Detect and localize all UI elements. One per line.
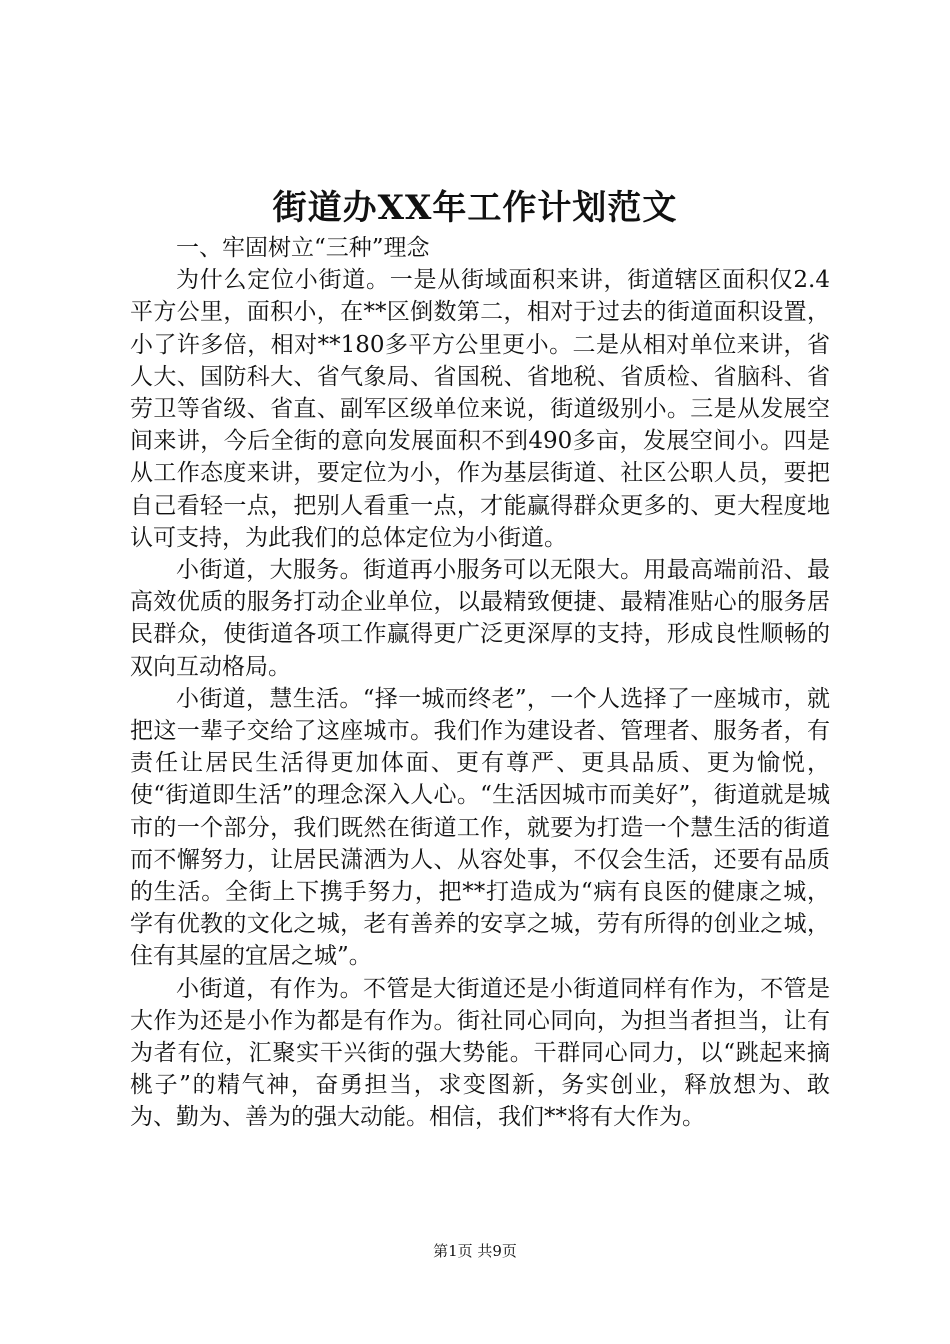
page-footer: 第1页 共9页: [433, 1242, 517, 1260]
document-body: [130, 232, 830, 1134]
paragraph: 小街道，大服务。街道再小服务可以无限大。用最高端前沿、最高效优质的服务打动企业单位，以最精致便捷、最精准贴心的服务居民群众，使街道各项工作赢得更广泛更深厚的支持，形成良性顺畅的双向互动格局。: [130, 557, 830, 680]
paragraph: 为什么定位小街道。一是从街域面积来讲，街道辖区面积仅2.4平方公里，面积小，在**区倒数第二，相对于过去的街道面积设置，小了许多倍，相对**180多平方公里更小。二是从相对单位来讲，省人大、国防科大、省气象局、省国税、省地税、省质检、省脑科、省劳卫等省级、省直、副军区级单位来说，街道级别小。三是从发展空间来讲，今后全街的意向发展面积不到490多亩，发展空间小。四是从工作态度来讲，要定位为小，作为基层街道、社区公职人员，要把自己看轻一点，把别人看重一点，才能赢得群众更多的、更大程度地认可支持，为此我们的总体定位为小街道。: [130, 267, 830, 551]
section-heading: 一、牢固树立“三种”理念: [176, 235, 430, 261]
paragraph: 小街道，有作为。不管是大街道还是小街道同样有作为，不管是大作为还是小作为都是有作为。街社同心同向，为担当者担当，让有为者有位，汇聚实干兴街的强大势能。干群同心同力，以“跳起来摘桃子”的精气神，奋勇担当，求变图新，务实创业，释放想为、敢为、勤为、善为的强大动能。相信，我们**将有大作为。: [130, 975, 830, 1131]
document-title: 街道办XX年工作计划范文: [272, 188, 678, 228]
paragraph: 小街道，慧生活。“择一城而终老”，一个人选择了一座城市，就把这一辈子交给了这座城市。我们作为建设者、管理者、服务者，有责任让居民生活得更加体面、更有尊严、更具品质、更为愉悦，使“街道即生活”的理念深入人心。“生活因城市而美好”，街道就是城市的一个部分，我们既然在街道工作，就要为打造一个慧生活的街道而不懈努力，让居民潇洒为人、从容处事，不仅会生活，还要有品质的生活。全街上下携手努力，把**打造成为“病有良医的健康之城，学有优教的文化之城，老有善养的安享之城，劳有所得的创业之城，住有其屋的宜居之城”。: [130, 685, 830, 970]
